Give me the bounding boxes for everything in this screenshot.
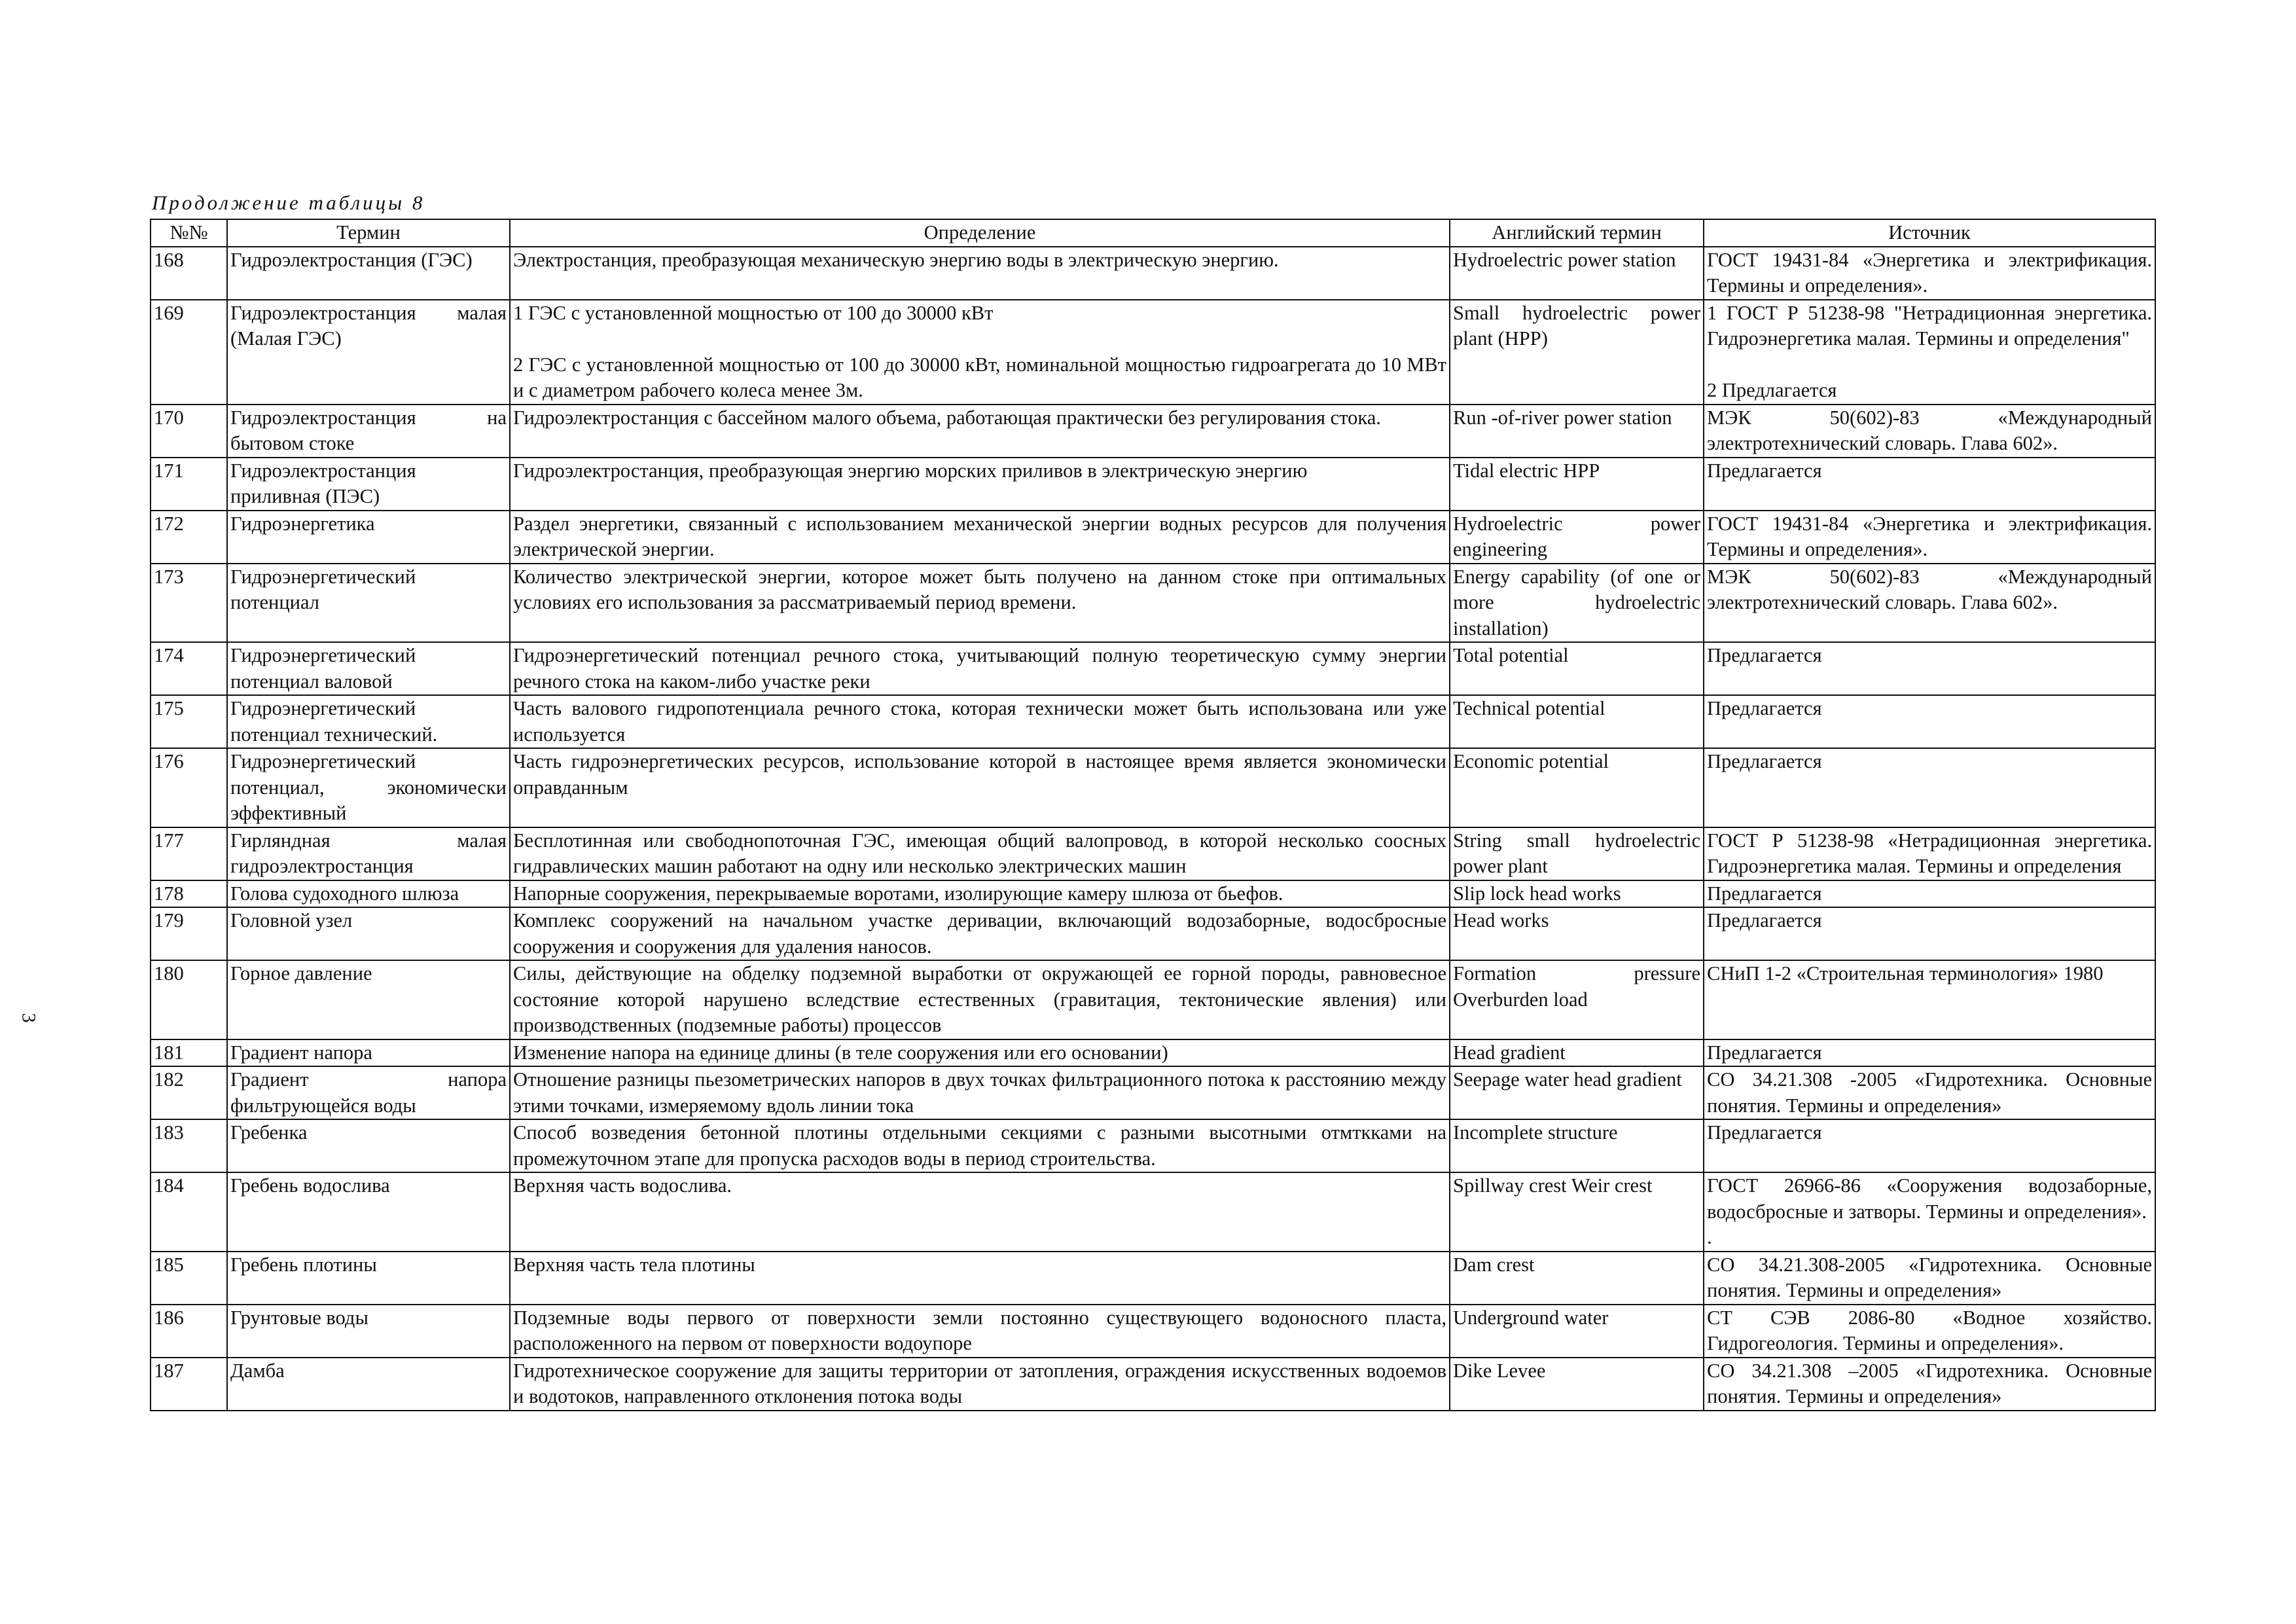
row-number: 179: [151, 907, 227, 960]
row-number: 184: [151, 1172, 227, 1252]
english-term-cell: Hydroelectric power engineering: [1450, 511, 1704, 564]
term-cell: Гидроэнергетика: [227, 511, 510, 564]
source-cell: Предлагается: [1704, 1039, 2155, 1067]
row-number: 180: [151, 960, 227, 1039]
definition-cell: Раздел энергетики, связанный с использованием механической энергии водных ресурсов для получения электрической энергии.: [510, 511, 1450, 564]
source-cell: МЭК 50(602)-83 «Международный электротехнический словарь. Глава 602».: [1704, 564, 2155, 643]
table-row: [151, 564, 2155, 643]
term-cell: Гидроэлектростанция на бытовом стоке: [227, 405, 510, 458]
row-number: 182: [151, 1066, 227, 1119]
english-term-cell: Dam crest: [1450, 1252, 1704, 1305]
term-cell: Гидроэнергетический потенциал технический.: [227, 695, 510, 748]
table-row: [151, 1305, 2155, 1358]
definition-cell: Комплекс сооружений на начальном участке деривации, включающий водозаборные, водосбросные сооружения и сооружения для удаления наносов.: [510, 907, 1450, 960]
header-english-term: Английский термин: [1450, 219, 1704, 247]
row-number: 186: [151, 1305, 227, 1358]
source-cell: Предлагается: [1704, 1119, 2155, 1172]
definition-cell: Часть валового гидропотенциала речного стока, которая технически может быть использована или уже используется: [510, 695, 1450, 748]
row-number: 187: [151, 1358, 227, 1411]
row-number: 172: [151, 511, 227, 564]
english-term-cell: String small hydroelectric power plant: [1450, 827, 1704, 880]
table-body: [151, 247, 2155, 1411]
table-row: [151, 1358, 2155, 1411]
english-term-cell: Spillway crest Weir crest: [1450, 1172, 1704, 1252]
english-term-cell: Tidal electric HPP: [1450, 458, 1704, 511]
definition-cell: Гидроэлектростанция, преобразующая энергию морских приливов в электрическую энергию: [510, 458, 1450, 511]
table-row: [151, 827, 2155, 880]
table-caption: Продолжение таблицы 8: [152, 191, 425, 214]
table-row: [151, 960, 2155, 1039]
header-definition: Определение: [510, 219, 1450, 247]
english-term-cell: Run -of-river power station: [1450, 405, 1704, 458]
source-cell: ГОСТ 26966-86 «Сооружения водозаборные, водосбросные и затворы. Термины и определения». .: [1704, 1172, 2155, 1252]
source-cell: Предлагается: [1704, 907, 2155, 960]
english-term-cell: Seepage water head gradient: [1450, 1066, 1704, 1119]
table-row: [151, 748, 2155, 827]
source-cell: СО 34.21.308 -2005 «Гидротехника. Основные понятия. Термины и определения»: [1704, 1066, 2155, 1119]
term-cell: Гребень водослива: [227, 1172, 510, 1252]
english-term-cell: Hydroelectric power station: [1450, 247, 1704, 300]
definition-cell: Гидроэнергетический потенциал речного стока, учитывающий полную теоретическую сумму энергии речного стока на каком-либо участке реки: [510, 642, 1450, 695]
row-number: 174: [151, 642, 227, 695]
header-number: №№: [151, 219, 227, 247]
source-cell: 1 ГОСТ Р 51238-98 "Нетрадиционная энергетика. Гидроэнергетика малая. Термины и определения" 2 Предлагается: [1704, 300, 2155, 405]
definition-cell: Гидроэлектростанция с бассейном малого объема, работающая практически без регулирования стока.: [510, 405, 1450, 458]
definition-cell: Изменение напора на единице длины (в теле сооружения или его основании): [510, 1039, 1450, 1067]
term-cell: Горное давление: [227, 960, 510, 1039]
row-number: 183: [151, 1119, 227, 1172]
term-cell: Гидроэнергетический потенциал, экономически эффективный: [227, 748, 510, 827]
table-row: [151, 458, 2155, 511]
table-row: [151, 1039, 2155, 1067]
table-row: [151, 1066, 2155, 1119]
page-number: 3: [18, 1013, 40, 1023]
source-cell: ГОСТ 19431-84 «Энергетика и электрификация. Термины и определения».: [1704, 247, 2155, 300]
source-cell: Предлагается: [1704, 880, 2155, 908]
row-number: 175: [151, 695, 227, 748]
source-cell: СТ СЭВ 2086-80 «Водное хозяйство. Гидрогеология. Термины и определения».: [1704, 1305, 2155, 1358]
table-row: [151, 247, 2155, 300]
table-row: [151, 907, 2155, 960]
term-cell: Гребенка: [227, 1119, 510, 1172]
definition-cell: Бесплотинная или свободнопоточная ГЭС, имеющая общий валопровод, в которой несколько соосных гидравлических машин работают на одну или несколько электрических машин: [510, 827, 1450, 880]
table-row: [151, 642, 2155, 695]
term-cell: Гидроэлектростанция приливная (ПЭС): [227, 458, 510, 511]
definition-cell: Электростанция, преобразующая механическую энергию воды в электрическую энергию.: [510, 247, 1450, 300]
definition-cell: Часть гидроэнергетических ресурсов, использование которой в настоящее время является экономически оправданным: [510, 748, 1450, 827]
definition-cell: Подземные воды первого от поверхности земли постоянно существующего водоносного пласта, расположенного на первом от поверхности водоупоре: [510, 1305, 1450, 1358]
english-term-cell: Underground water: [1450, 1305, 1704, 1358]
term-cell: Градиент напора: [227, 1039, 510, 1067]
definition-cell: Количество электрической энергии, которое может быть получено на данном стоке при оптимальных условиях его использования за рассматриваемый период времени.: [510, 564, 1450, 643]
english-term-cell: Energy capability (of one or more hydroelectric installation): [1450, 564, 1704, 643]
english-term-cell: Incomplete structure: [1450, 1119, 1704, 1172]
term-cell: Гирляндная малая гидроэлектростанция: [227, 827, 510, 880]
definition-cell: Отношение разницы пьезометрических напоров в двух точках фильтрационного потока к расстоянию между этими точками, измеряемому вдоль линии тока: [510, 1066, 1450, 1119]
source-cell: Предлагается: [1704, 458, 2155, 511]
row-number: 171: [151, 458, 227, 511]
english-term-cell: Total potential: [1450, 642, 1704, 695]
source-cell: СНиП 1-2 «Строительная терминология» 1980: [1704, 960, 2155, 1039]
definition-cell: Гидротехническое сооружение для защиты территории от затопления, ограждения искусственных водоемов и водотоков, направленного отклонения потока воды: [510, 1358, 1450, 1411]
definition-cell: Верхняя часть водослива.: [510, 1172, 1450, 1252]
definition-cell: Силы, действующие на обделку подземной выработки от окружающей ее горной породы, равновесное состояние которой нарушено вследствие естественных (гравитация, тектонические явления) или производственных (подземные работы) процессов: [510, 960, 1450, 1039]
table-header-row: [151, 219, 2155, 247]
english-term-cell: Small hydroelectric power plant (HPP): [1450, 300, 1704, 405]
row-number: 177: [151, 827, 227, 880]
table-row: [151, 511, 2155, 564]
term-cell: Гребень плотины: [227, 1252, 510, 1305]
source-cell: ГОСТ 19431-84 «Энергетика и электрификация. Термины и определения».: [1704, 511, 2155, 564]
definition-cell: Напорные сооружения, перекрываемые воротами, изолирующие камеру шлюза от бьефов.: [510, 880, 1450, 908]
terms-table: [150, 219, 2156, 1411]
source-cell: СО 34.21.308 –2005 «Гидротехника. Основные понятия. Термины и определения»: [1704, 1358, 2155, 1411]
table-row: [151, 1252, 2155, 1305]
term-cell: Гидроэнергетический потенциал: [227, 564, 510, 643]
source-cell: МЭК 50(602)-83 «Международный электротехнический словарь. Глава 602».: [1704, 405, 2155, 458]
definition-cell: Верхняя часть тела плотины: [510, 1252, 1450, 1305]
row-number: 168: [151, 247, 227, 300]
english-term-cell: Head gradient: [1450, 1039, 1704, 1067]
term-cell: Гидроэлектростанция малая (Малая ГЭС): [227, 300, 510, 405]
definition-cell: 1 ГЭС с установленной мощностью от 100 до 30000 кВт 2 ГЭС с установленной мощностью от 100 до 30000 кВт, номинальной мощностью гидроагрегата до 10 МВт и с диаметром рабочего колеса менее 3м.: [510, 300, 1450, 405]
term-cell: Гидроэлектростанция (ГЭС): [227, 247, 510, 300]
table-row: [151, 880, 2155, 908]
row-number: 185: [151, 1252, 227, 1305]
table-row: [151, 695, 2155, 748]
english-term-cell: Slip lock head works: [1450, 880, 1704, 908]
row-number: 178: [151, 880, 227, 908]
term-cell: Градиент напора фильтрующейся воды: [227, 1066, 510, 1119]
row-number: 173: [151, 564, 227, 643]
term-cell: Дамба: [227, 1358, 510, 1411]
table-row: [151, 405, 2155, 458]
source-cell: Предлагается: [1704, 642, 2155, 695]
term-cell: Гидроэнергетический потенциал валовой: [227, 642, 510, 695]
english-term-cell: Formation pressure Overburden load: [1450, 960, 1704, 1039]
row-number: 169: [151, 300, 227, 405]
header-term: Термин: [227, 219, 510, 247]
source-cell: Предлагается: [1704, 695, 2155, 748]
term-cell: Голова судоходного шлюза: [227, 880, 510, 908]
english-term-cell: Dike Levee: [1450, 1358, 1704, 1411]
english-term-cell: Technical potential: [1450, 695, 1704, 748]
table-row: [151, 1172, 2155, 1252]
row-number: 176: [151, 748, 227, 827]
definition-cell: Способ возведения бетонной плотины отдельными секциями с разными высотными отмткками на промежуточном этапе для пропуска расходов воды в период строительства.: [510, 1119, 1450, 1172]
source-cell: Предлагается: [1704, 748, 2155, 827]
source-cell: ГОСТ Р 51238-98 «Нетрадиционная энергетика. Гидроэнергетика малая. Термины и определения: [1704, 827, 2155, 880]
table-row: [151, 1119, 2155, 1172]
header-source: Источник: [1704, 219, 2155, 247]
table-row: [151, 300, 2155, 405]
row-number: 181: [151, 1039, 227, 1067]
term-cell: Грунтовые воды: [227, 1305, 510, 1358]
term-cell: Головной узел: [227, 907, 510, 960]
source-cell: СО 34.21.308-2005 «Гидротехника. Основные понятия. Термины и определения»: [1704, 1252, 2155, 1305]
english-term-cell: Head works: [1450, 907, 1704, 960]
english-term-cell: Economic potential: [1450, 748, 1704, 827]
row-number: 170: [151, 405, 227, 458]
